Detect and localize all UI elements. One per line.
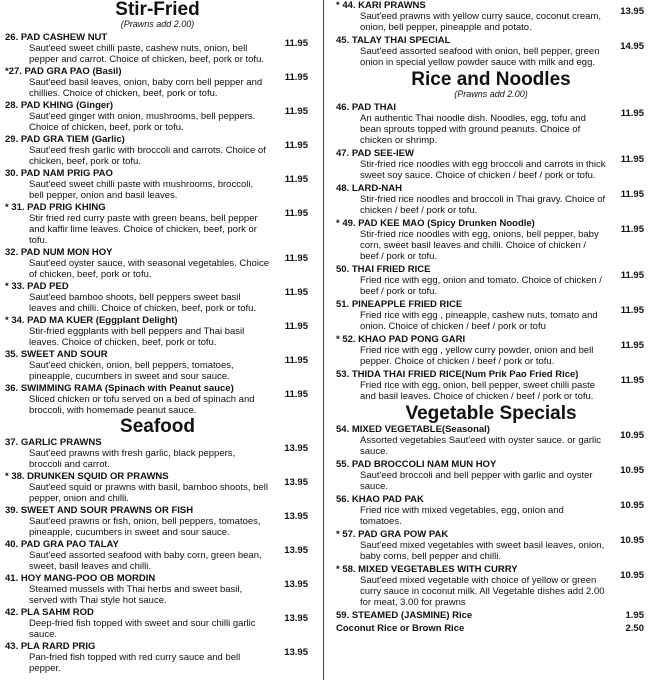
menu-item-price: 11.95 [284, 174, 308, 185]
menu-item-price: 11.95 [620, 375, 644, 386]
menu-item-price: 11.95 [620, 224, 644, 235]
menu-item-name: 45. TALAY THAI SPECIAL [336, 35, 451, 46]
menu-item-description: Saut'eed ginger with onion, mushrooms, bell peppers. Choice of chicken, beef, pork or tofu. [29, 111, 256, 133]
menu-item [5, 471, 310, 504]
menu-item-description: Saut'eed prawns with yellow curry sauce, coconut cream, onion, bell pepper, pineapple and potato. [360, 11, 602, 33]
menu-item [5, 641, 310, 674]
menu-item-description: Steamed mussels with Thai herbs and sweet basil, served with Thai style hot sauce. [29, 584, 243, 606]
menu-item-name: * 33. PAD PED [5, 281, 69, 292]
section-title: Stir-Fried [115, 0, 200, 20]
menu-item-price: 11.95 [620, 305, 644, 316]
menu-item [336, 494, 646, 527]
section-title: Rice and Noodles [411, 69, 571, 90]
menu-item-name: 32. PAD NUM MON HOY [5, 247, 113, 258]
menu-item-description: Saut'eed chicken, onion, bell peppers, tomatoes, pineapple, cucumbers in sweet and sour sauce. [29, 360, 234, 382]
section-note: (Prawns add 2.00) [120, 19, 195, 29]
menu-item [5, 100, 310, 133]
menu-item-description: Pan-fried fish topped with red curry sauce and bell pepper. [29, 652, 241, 674]
menu-item [336, 183, 646, 216]
menu-item-name: * 34. PAD MA KUER (Eggplant Delight) [5, 315, 178, 326]
menu-item [336, 334, 646, 367]
menu-item [5, 349, 310, 382]
menu-item [5, 437, 310, 470]
left-column [5, 0, 310, 675]
menu-item-description: Saut'eed assorted seafood with onion, bell pepper, green onion in special yellow powder sauce with milk and egg. [360, 46, 600, 68]
menu-item [336, 424, 646, 457]
menu-item-price: 10.95 [620, 430, 644, 441]
menu-item-price: 1.95 [625, 610, 644, 621]
menu-item-price: 13.95 [284, 511, 308, 522]
section-note: (Prawns add 2.00) [454, 89, 528, 99]
menu-item-description: Fried rice with egg , yellow curry powder, onion and bell pepper. Choice of chicken / beef / pork or tofu. [360, 345, 594, 367]
menu-item-name: 26. PAD CASHEW NUT [5, 32, 108, 43]
menu-item-description: Assorted vegetables Saut'eed with oyster sauce. or garlic sauce. [360, 435, 602, 457]
menu-item [5, 281, 310, 314]
menu-item [336, 218, 646, 262]
menu-item-price: 11.95 [284, 38, 308, 49]
menu-item-price: 13.95 [284, 477, 308, 488]
menu-item-description: Saut'eed oyster sauce, with seasonal vegetables. Choice of chicken, beef, pork or tofu. [29, 258, 269, 280]
menu-item-description: Saut'eed sweet chilli paste, cashew nuts, onion, bell pepper and carrot. Choice of chicken, beef, pork or tofu. [29, 43, 264, 65]
menu-item [5, 505, 310, 538]
menu-item-description: Saut'eed squid or prawns with basil, bamboo shoots, bell pepper, onion and chilli. [29, 482, 268, 504]
menu-item [336, 623, 646, 634]
menu-item-description: Saut'eed mixed vegetables with sweet basil leaves, onion, baby corns, bell pepper and chilli. [360, 540, 605, 562]
section-title: Seafood [120, 416, 195, 437]
menu-item [5, 66, 310, 99]
menu-item-price: 11.95 [284, 389, 308, 400]
menu-item-name: * 49. PAD KEE MAO (Spicy Drunken Noodle) [336, 218, 535, 229]
menu-item [336, 529, 646, 562]
menu-item-name: 35. SWEET AND SOUR [5, 349, 108, 360]
menu-item-name: * 38. DRUNKEN SQUID OR PRAWNS [5, 471, 169, 482]
menu-item-description: Stir-fried rice noodles with egg, onions, bell pepper, baby corn, sweet basil leaves and chilli. Choice of chicken / beef / pork or tofu. [360, 229, 599, 262]
menu-item-description: Saut'eed broccoli and bell pepper with garlic and oyster sauce. [360, 470, 593, 492]
menu-item-price: 10.95 [620, 535, 644, 546]
menu-item-description: Saut'eed fresh garlic with broccoli and carrots. Choice of chicken, beef, pork or tofu. [29, 145, 266, 167]
menu-item [336, 459, 646, 492]
menu-item-description: Fried rice with egg, onion, bell pepper, sweet chilli paste and basil leaves. Choice of chicken / beef / pork or tofu. [360, 380, 595, 402]
menu-item-price: 11.95 [620, 189, 644, 200]
menu-item [336, 35, 646, 68]
menu-item-name: *27. PAD GRA PAO (Basil) [5, 66, 122, 77]
section-title: Vegetable Specials [405, 403, 577, 424]
menu-item-name: 54. MIXED VEGETABLE(Seasonal) [336, 424, 490, 435]
menu-item [336, 564, 646, 608]
menu-item-name: 28. PAD KHING (Ginger) [5, 100, 114, 111]
menu-item-price: 13.95 [620, 6, 644, 17]
menu-item-description: Stir fried red curry paste with green beans, bell pepper and kaffir lime leaves. Choice of chicken, beef, pork or tofu. [29, 213, 258, 246]
menu-item-description: Fried rice with egg , pineapple, cashew nuts, tomato and onion. Choice of chicken / beef / pork or tofu [360, 310, 598, 332]
menu-item [5, 539, 310, 572]
menu-item-name: * 44. KARI PRAWNS [336, 0, 426, 11]
menu-item-name: 37. GARLIC PRAWNS [5, 437, 102, 448]
right-column [336, 0, 646, 636]
menu-item-price: 13.95 [284, 545, 308, 556]
menu-item-description: Saut'eed prawns with fresh garlic, black peppers, broccoli and carrot. [29, 448, 236, 470]
menu-item-name: 50. THAI FRIED RICE [336, 264, 431, 275]
menu-item-price: 11.95 [620, 340, 644, 351]
menu-item-name: * 58. MIXED VEGETABLES WITH CURRY [336, 564, 518, 575]
menu-item-name: 59. STEAMED (JASMINE) Rice [336, 610, 473, 621]
menu-item-description: Stir-fried eggplants with bell peppers and Thai basil leaves. Choice of chicken, beef, pork or tofu. [29, 326, 245, 348]
menu-item-name: 55. PAD BROCCOLI NAM MUN HOY [336, 459, 497, 470]
menu-item-name: 29. PAD GRA TIEM (Garlic) [5, 134, 125, 145]
menu-item-name: * 57. PAD GRA POW PAK [336, 529, 449, 540]
menu-item-price: 10.95 [620, 500, 644, 511]
menu-item-price: 11.95 [284, 355, 308, 366]
menu-item-price: 11.95 [284, 208, 308, 219]
menu-item-description: Saut'eed bamboo shoots, bell peppers sweet basil leaves and chilli. Choice of chicken, beef, pork or tofu. [29, 292, 257, 314]
menu-item [336, 148, 646, 181]
menu-item-name: 41. HOY MANG-POO OB MORDIN [5, 573, 156, 584]
menu-item [5, 202, 310, 246]
menu-item-price: 14.95 [620, 41, 644, 52]
menu-item-name: 39. SWEET AND SOUR PRAWNS OR FISH [5, 505, 194, 516]
menu-item-name: 48. LARD-NAH [336, 183, 402, 194]
menu-item-description: Fried rice with egg, onion and tomato. Choice of chicken / beef / pork or tofu. [360, 275, 602, 297]
menu-item-price: 13.95 [284, 579, 308, 590]
menu-item-description: Deep-fried fish topped with sweet and sour chilli garlic sauce. [29, 618, 256, 640]
menu-item-name: 42. PLA SAHM ROD [5, 607, 94, 618]
menu-item-price: 11.95 [284, 253, 308, 264]
menu-item-name: 47. PAD SEE-IEW [336, 148, 414, 159]
menu-item [5, 573, 310, 606]
menu-item-name: 51. PINEAPPLE FRIED RICE [336, 299, 463, 310]
menu-item-price: 13.95 [284, 443, 308, 454]
menu-item-name: 53. THIDA THAI FRIED RICE(Num Prik Pao Fried Rice) [336, 369, 579, 380]
menu-item [5, 168, 310, 201]
menu-item-price: 11.95 [284, 106, 308, 117]
menu-item [336, 264, 646, 297]
menu-item-description: Saut'eed prawns or fish, onion, bell peppers, tomatoes, pineapple, cucumbers in sweet and sour sauce. [29, 516, 261, 538]
menu-item-description: Stir-fried rice noodles with egg broccoli and carrots in thick sweet soy sauce. Choice of chicken / beef / pork or tofu. [360, 159, 606, 181]
menu-item-price: 13.95 [284, 613, 308, 624]
menu-item [336, 369, 646, 402]
menu-item-price: 10.95 [620, 570, 644, 581]
menu-item-price: 11.95 [284, 72, 308, 83]
menu-item-description: Saut'eed mixed vegetable with choice of yellow or green curry sauce in coconut milk. All Vegetable dishes add 2.00 for meat, 3.00 for prawns [360, 575, 605, 608]
menu-item-description: Fried rice with mixed vegetables, egg, onion and tomatoes. [360, 505, 564, 527]
menu-item-name: 56. KHAO PAD PAK [336, 494, 424, 505]
menu-item-name: 46. PAD THAI [336, 102, 397, 113]
menu-item-name: 43. PLA RARD PRIG [5, 641, 96, 652]
menu-item-description: Saut'eed basil leaves, onion, baby corn bell pepper and chillies. Choice of chicken, beef, pork or tofu. [29, 77, 263, 99]
menu-item [336, 0, 646, 33]
menu-item-price: 11.95 [620, 108, 644, 119]
menu-item-description: An authentic Thai noodle dish. Noodles, egg, tofu and bean sprouts topped with ground peanuts. Choice of chicken or shrimp. [360, 113, 586, 146]
menu-item [5, 134, 310, 167]
menu-item-price: 13.95 [284, 647, 308, 658]
menu-item-name: 36. SWIMMING RAMA (Spinach with Peanut sauce) [5, 383, 234, 394]
menu-item-description: Saut'eed sweet chilli paste with mushrooms, broccoli, bell pepper, onion and basil leaves. [29, 179, 254, 201]
menu-item-description: Sliced chicken or tofu served on a bed of spinach and broccoli, with homemade peanut sauce. [29, 394, 255, 416]
menu-item-price: 10.95 [620, 465, 644, 476]
menu-item-name: Coconut Rice or Brown Rice [336, 623, 465, 634]
menu-item-description: Stir-fried rice noodles and broccoli in Thai gravy. Choice of chicken / beef / pork or tofu. [360, 194, 606, 216]
menu-item-name: 40. PAD GRA PAO TALAY [5, 539, 119, 550]
menu-item [5, 315, 310, 348]
menu-item-price: 11.95 [284, 321, 308, 332]
menu-item [336, 299, 646, 332]
menu-item [5, 32, 310, 65]
menu-item-price: 11.95 [284, 287, 308, 298]
menu-item-name: * 31. PAD PRIG KHING [5, 202, 106, 213]
menu-item-price: 11.95 [284, 140, 308, 151]
menu-item [5, 383, 310, 416]
menu-item [336, 102, 646, 146]
menu-item-description: Saut'eed assorted seafood with baby corn, green bean, sweet, basil leaves and chilli. [29, 550, 262, 572]
menu-item-name: * 52. KHAO PAD PONG GARI [336, 334, 466, 345]
column-divider [323, 0, 324, 680]
menu-item-price: 11.95 [620, 270, 644, 281]
menu-item [336, 610, 646, 621]
menu-item-price: 2.50 [625, 623, 644, 634]
menu-item-price: 11.95 [620, 154, 644, 165]
menu-item [5, 607, 310, 640]
menu-item-name: 30. PAD NAM PRIG PAO [5, 168, 113, 179]
menu-item [5, 247, 310, 280]
